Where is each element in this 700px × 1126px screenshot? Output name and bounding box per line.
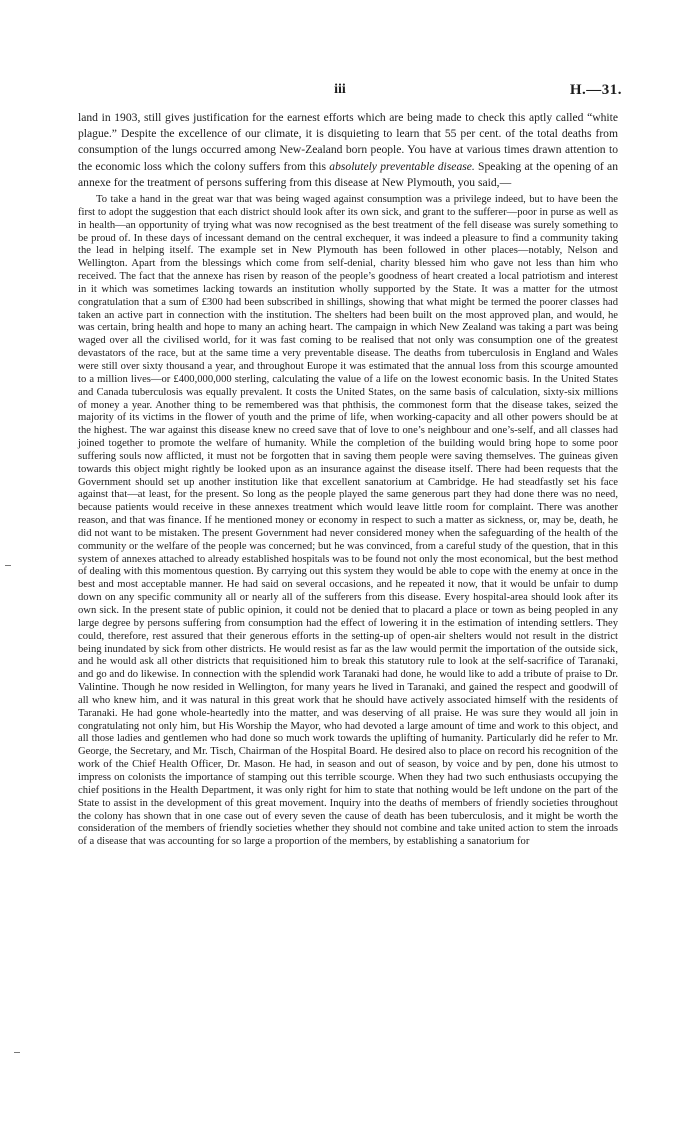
margin-mark: [14, 1052, 20, 1053]
intro-text-start: land in 1903, still gives justification for the earnest efforts which are being made to check this aptly called “white plague.” Despite the excellence of our climate, it is disquieting to learn that 55 per cent. of the total deaths from consumption of the lungs occurred among New-Zealand born people. You have at various times drawn attention to the economic loss which the colony suffers from this: [78, 111, 618, 173]
page-header: [0, 82, 700, 106]
quoted-speech: To take a hand in the great war that was being waged against consumption was a privilege indeed, but to have been the first to adopt the suggestion that each district should look after its own sick, and grant to the sufferer—poor in purse as well as in health—an opportunity of trying what was now recognised as the best treatment of the fell disease was surely something to be proud of. In these days of incessant demand on the central exchequer, it was indeed a pleasure to find a community taking the lead in helping itself. The example set in New Plymouth has been followed in other places—notably, Nelson and Wellington. Apart from the blessings which come from self-denial, charity blessed him who gave not less than him who received. The fact that the annexe has risen by reason of the people’s goodness of heart created a local patriotism and interest in it which was sometimes lacking towards an institution wholly supported by the State. It was a matter for the utmost congratulation that a sum of £300 had been subscribed in shillings, showing that what might be termed the poorer classes had taken an active part in connection with the institution. The shelters had been built on the most approved plan, and would, he was certain, bring health and hope to many an aching heart. The campaign in which New Zealand was taking a part was being waged over all the civilised world, for it was fast coming to be realised that not only was consumption one of the greatest devastators of the race, but at the same time a very preventable disease. The deaths from tuberculosis in England and Wales were still over sixty thousand a year, and throughout Europe it was estimated that the annual loss from this scourge amounted to a million lives—or £400,000,000 sterling, calculating the value of a life on the lowest economic basis. In the United States and Canada tuberculosis was equally prevalent. It costs the United States, on the same basis of calculation, sixty-six millions of money a year. Another thing to be remembered was that phthisis, the commonest form that the disease takes, seized the majority of its victims in the flower of youth and the prime of life, when working-capacity and all other powers should be at the highest. The war against this disease knew no creed save that of love to one’s neighbour and one’s-self, and all classes had joined together to promote the welfare of humanity. While the completion of the building would bring hope to some poor suffering souls now afflicted, it must not be forgotten that in saving them people were saving themselves. The guineas given towards this object might rightly be looked upon as an insurance against the disease itself. There had been requests that the Government should set up another institution like that excellent sanatorium at Cambridge. He had steadfastly set his face against that—at least, for the present. So long as the people played the same generous part they had done there was no need, because patients would receive in these annexes treatment which would leave little room for complaint. There was another reason, and that was finance. If he mentioned money or economy in respect to such a matter as sickness, or, may be, death, he did not want to be mistaken. The present Government had never considered money when the safeguarding of the health of the community or the welfare of the people was concerned; but he was convinced, from a careful study of the question, that in this system of annexes attached to already established hospitals was to be found not only the most economical, but the best method of dealing with this momentous question. By carrying out this system they would be able to cope with the enemy at once in the best and most acceptable manner. He had said on several occasions, and he repeated it now, that it would be unfair to dump down on any specific community all or nearly all of the sufferers from this disease. Every hospital-area should look after its own sick. In the present state of public opinion, it could not be denied that to placard a place or town as being peopled in any large degree by persons suffering from consumption had the effect of lowering it in the estimation of intending settlers. They could, therefore, rest assured that their generous efforts in the setting-up of open-air shelters would not result in the district being inundated by sick from other districts. He would resist as far as the law would permit the importation of the outside sick, and he would ask all other districts that requisitioned him to break this statutory rule to look at the self-sacrifice of Taranaki, and go and do likewise. In connection with the splendid work Taranaki had done, he would like to add a tribute of praise to Dr. Valintine. Though he now resided in Wellington, for many years he lived in Taranaki, and gained the respect and goodwill of all who knew him, and it was natural in this great work that he should have actively associated himself with the residents of Taranaki. He had gone whole-heartedly into the matter, and was deserving of all praise. He was sure they would all join in congratulating not only him, but His Worship the Mayor, who had devoted a large amount of time and work to this object, and all those ladies and gentlemen who had done so much work towards the uplifting of humanity. Particularly did he refer to Mr. George, the Secretary, and Mr. Tisch, Chairman of the Hospital Board. He desired also to place on record his recognition of the work of the Chief Health Officer, Dr. Mason. He had, in season and out of season, by voice and by pen, done his utmost to impress on colonists the importance of stamping out this terrible scourge. When they had two such enthusiasts occupying the chief positions in the Health Department, it was only right for him to state that nothing would be left undone on the part of the State to assist in the development of this great movement. Inquiry into the deaths of members of friendly societies throughout the colony has shown that in one case out of every seven the cause of death has been tuberculosis, and it might be worth the consideration of the members of friendly societies whether they should not combine and take united action to stem the inroads of a disease that was accounting for so large a proportion of the members, by establishing a sanatorium for: [78, 194, 618, 848]
body-text: [78, 110, 618, 849]
intro-italic-phrase: absolutely preventable disease.: [329, 159, 475, 173]
document-reference: H.—31.: [569, 82, 622, 98]
page-number: iii: [334, 82, 346, 97]
intro-paragraph: [78, 110, 618, 191]
intro-text-end: Speaking at the opening of an annexe for the treatment of persons suffering from this disease at New Plymouth, you said,—: [78, 159, 618, 189]
margin-mark: [5, 565, 11, 566]
